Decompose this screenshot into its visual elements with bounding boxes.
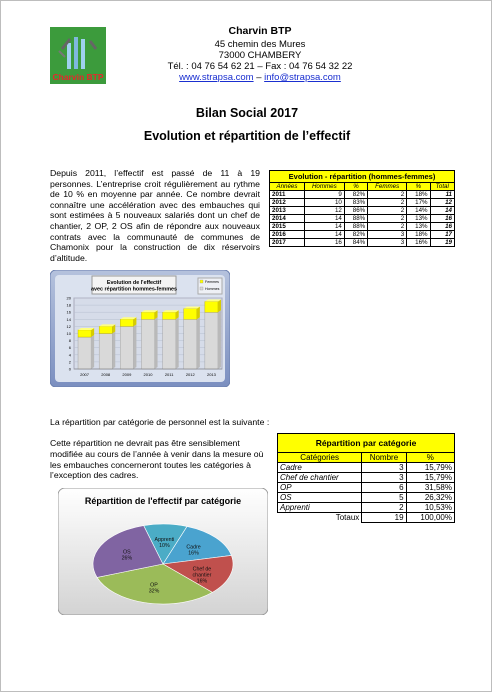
table-cell: 3 <box>368 239 407 247</box>
intro-paragraph: Depuis 2011, l’effectif est passé de 11 à 19 personnes. L’entreprise croit régulièrement au rythme de 10 % en moyenne par année. Ce nombre devrait connaître une accélération avec des embauches qui sont estimées à 5 nouveaux salariés dont un chef de chantier, 2 OP, 2 OS afin de répondre aux nouveaux contrats avec la communauté de communes de Chamonix pour la construction de dix réservoirs d’altitude. <box>50 168 260 263</box>
table-row <box>270 191 455 199</box>
table-cell: 82% <box>344 231 367 239</box>
bar-hommes <box>141 319 154 369</box>
x-tick-label: 2013 <box>206 372 216 377</box>
col-header: Catégories <box>278 453 362 463</box>
table-row <box>278 473 455 483</box>
company-header <box>110 26 410 83</box>
bar-femmes <box>120 319 133 326</box>
y-tick-label: 18 <box>66 302 71 308</box>
legend-label: Hommes <box>205 287 220 291</box>
bar-hommes <box>78 337 91 369</box>
evolution-table <box>269 170 455 247</box>
bar-hommes-side <box>197 317 200 369</box>
table-cell: 2015 <box>270 223 305 231</box>
table-cell: 14 <box>304 231 344 239</box>
table-cell: 88% <box>344 215 367 223</box>
pie-label-value: 10% <box>159 542 170 549</box>
table-row <box>270 215 455 223</box>
table-cell: 2012 <box>270 199 305 207</box>
bar-hommes <box>184 319 197 369</box>
table-cell: 84% <box>344 239 367 247</box>
pie-label-value: 16% <box>196 578 208 585</box>
bar-hommes-side <box>112 332 115 370</box>
table-cell: 10,53% <box>406 503 454 513</box>
table-cell: 2 <box>368 223 407 231</box>
chart-title-line: Evolution de l'effectif <box>106 280 162 286</box>
table-cell: 3 <box>362 463 406 473</box>
table-cell: 15,79% <box>406 463 454 473</box>
chart-title: Répartition de l'effectif par catégorie <box>84 496 242 506</box>
pie-slice-label <box>186 545 200 557</box>
table-cell: 6 <box>362 483 406 493</box>
legend-swatch <box>200 287 203 290</box>
table-cell: 2 <box>362 503 406 513</box>
bar-femmes-side <box>218 300 221 313</box>
table-cell: 2 <box>368 215 407 223</box>
bar-hommes-side <box>176 317 179 369</box>
y-tick-label: 10 <box>66 331 71 336</box>
table-row <box>270 207 455 215</box>
category-paragraph: Cette répartition ne devrait pas être sensiblement modifiée au cours de l’année à venir dans la mesure où les embauches concerneront toutes les catégories à l’exception des cadres. <box>50 438 264 481</box>
y-tick-label: 8 <box>68 338 71 344</box>
address-line-2: 73000 CHAMBERY <box>218 50 302 61</box>
category-table-caption: Répartition par catégorie <box>278 434 455 453</box>
contact-links <box>110 72 410 83</box>
table-cell: 14% <box>407 207 430 215</box>
bar-hommes-side <box>91 335 94 369</box>
table-cell: 2014 <box>270 215 305 223</box>
table-row <box>270 231 455 239</box>
table-cell: Chef de chantier <box>278 473 362 483</box>
y-tick-label: 16 <box>66 309 71 315</box>
y-tick-label: 20 <box>66 295 71 301</box>
total-percent: 100,00% <box>406 513 454 523</box>
table-cell: 16 <box>304 239 344 247</box>
logo-text: Charvin BTP <box>52 72 104 82</box>
bar-hommes <box>99 334 112 370</box>
page-subtitle: Evolution et répartition de l’effectif <box>143 129 351 143</box>
x-tick-label: 2010 <box>143 372 153 377</box>
col-header: Femmes <box>368 183 407 191</box>
company-logo <box>50 27 106 84</box>
category-pie-chart <box>58 488 268 615</box>
table-cell: OP <box>278 483 362 493</box>
table-total-row <box>278 513 455 523</box>
company-name: Charvin BTP <box>228 25 292 37</box>
table-cell: Cadre <box>278 463 362 473</box>
y-tick-label: 14 <box>66 316 71 322</box>
table-cell: 5 <box>362 493 406 503</box>
pie-label-value: 16% <box>188 550 199 557</box>
pie-label-value: 26% <box>121 555 133 562</box>
bar-hommes-side <box>155 317 158 369</box>
table-cell: 16 <box>430 215 454 223</box>
x-tick-label: 2012 <box>185 372 195 377</box>
y-tick-label: 4 <box>68 352 71 358</box>
table-cell: 16 <box>430 223 454 231</box>
chart-title-line: avec répartition hommes-femmes <box>91 286 177 293</box>
table-cell: 12 <box>304 207 344 215</box>
legend-label: Femmes <box>205 280 219 284</box>
legend-swatch <box>200 280 203 283</box>
table-cell: 11 <box>430 191 454 199</box>
table-cell: 3 <box>362 473 406 483</box>
table-cell: 26,32% <box>406 493 454 503</box>
table-cell: OS <box>278 493 362 503</box>
bar-hommes <box>205 312 218 369</box>
pie-label-line: Apprenti <box>154 536 175 543</box>
bar-femmes-side <box>197 307 200 320</box>
table-cell: 12 <box>430 199 454 207</box>
bar-femmes <box>99 326 112 333</box>
y-tick-label: 2 <box>68 359 71 365</box>
table-cell: 16% <box>407 239 430 247</box>
table-cell: 82% <box>344 191 367 199</box>
pie-label-line: OP <box>150 582 158 589</box>
bar-femmes <box>184 309 197 320</box>
col-header: % <box>406 453 454 463</box>
table-cell: 31,58% <box>406 483 454 493</box>
address-line-1: 45 chemin des Mures <box>214 39 306 50</box>
table-row <box>270 223 455 231</box>
total-count: 19 <box>362 513 406 523</box>
table-cell: 13% <box>407 215 430 223</box>
table-row <box>270 199 455 207</box>
bar-hommes-side <box>133 324 136 369</box>
table-cell: Apprenti <box>278 503 362 513</box>
table-row <box>278 503 455 513</box>
table-cell: 10 <box>304 199 344 207</box>
bar-hommes-side <box>218 310 221 369</box>
bar-femmes <box>141 312 154 319</box>
y-tick-label: 12 <box>66 323 71 329</box>
effectif-bar-chart <box>50 270 230 387</box>
col-header: Années <box>270 183 305 191</box>
bar-femmes <box>163 312 176 319</box>
table-row <box>278 493 455 503</box>
pie-label-line: Cadre <box>186 544 201 551</box>
table-cell: 13% <box>407 223 430 231</box>
bar-hommes <box>163 319 176 369</box>
email-link[interactable]: info@strapsa.com <box>264 72 341 83</box>
table-cell: 15,79% <box>406 473 454 483</box>
phone-fax: Tél. : 04 76 54 62 21 – Fax : 04 76 54 32 22 <box>167 61 353 72</box>
table-cell: 14 <box>430 207 454 215</box>
y-tick-label: 0 <box>68 366 71 372</box>
pie-label-line: OS <box>123 549 131 556</box>
table-row <box>278 483 455 493</box>
category-table <box>277 433 455 523</box>
x-tick-label: 2009 <box>122 372 132 377</box>
table-cell: 88% <box>344 223 367 231</box>
table-row <box>270 239 455 247</box>
x-tick-label: 2007 <box>80 372 90 377</box>
table-cell: 2 <box>368 207 407 215</box>
table-cell: 19 <box>430 239 454 247</box>
pie-label-line: chantier <box>192 572 212 579</box>
col-header: Total <box>430 183 454 191</box>
table-cell: 14 <box>304 223 344 231</box>
evolution-table-caption: Evolution - répartition (hommes-femmes) <box>270 171 455 183</box>
x-tick-label: 2011 <box>164 372 174 377</box>
col-header: Nombre <box>362 453 406 463</box>
col-header: % <box>344 183 367 191</box>
category-intro: La répartition par catégorie de personnel est la suivante : <box>50 417 270 427</box>
table-cell: 17 <box>430 231 454 239</box>
table-cell: 2017 <box>270 239 305 247</box>
table-cell: 18% <box>407 231 430 239</box>
website-link[interactable]: www.strapsa.com <box>179 72 254 83</box>
pie-label-line: Chef de <box>192 566 212 573</box>
x-tick-label: 2008 <box>101 372 111 377</box>
bar-hommes <box>120 326 133 369</box>
table-cell: 14 <box>304 215 344 223</box>
table-cell: 9 <box>304 191 344 199</box>
page-title: Bilan Social 2017 <box>195 106 299 120</box>
total-label: Totaux <box>335 513 360 523</box>
table-cell: 83% <box>344 199 367 207</box>
table-cell: 17% <box>407 199 430 207</box>
table-cell: 2013 <box>270 207 305 215</box>
bar-femmes <box>78 330 91 337</box>
table-cell: 2011 <box>270 191 305 199</box>
pie-label-value: 32% <box>148 588 160 595</box>
table-cell: 18% <box>407 191 430 199</box>
y-tick-label: 6 <box>68 345 71 351</box>
table-cell: 2 <box>368 191 407 199</box>
table-cell: 2016 <box>270 231 305 239</box>
table-cell: 2 <box>368 199 407 207</box>
bar-femmes <box>205 302 218 313</box>
table-cell: 86% <box>344 207 367 215</box>
col-header: Hommes <box>304 183 344 191</box>
table-row <box>278 463 455 473</box>
link-separator: – <box>253 72 265 83</box>
col-header: % <box>407 183 430 191</box>
table-cell: 3 <box>368 231 407 239</box>
